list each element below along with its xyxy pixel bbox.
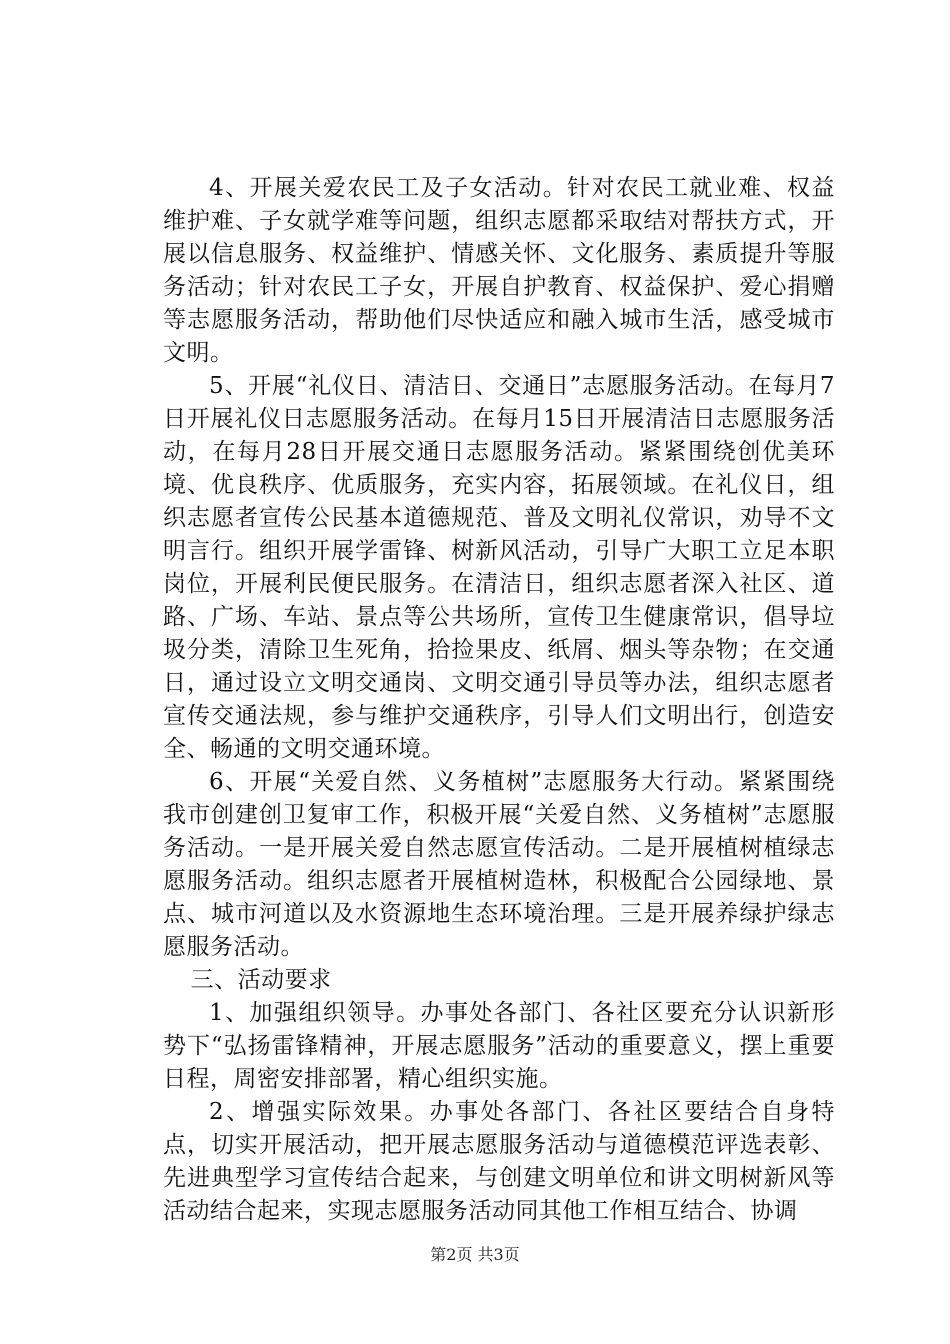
paragraph-requirement-2: 2、增强实际效果。办事处各部门、各社区要结合自身特点，切实开展活动，把开展志愿服务活动与道德模范评选表彰、先进典型学习宣传结合起来，与创建文明单位和讲文明树新风等活动结合起来，实现志愿服务活动同其他工作相互结合、协调 xyxy=(163,1099,835,1224)
paragraph-item-5: 5、开展“礼仪日、清洁日、交通日”志愿服务活动。在每月7日开展礼仪日志愿服务活动。在每月15日开展清洁日志愿服务活动，在每月28日开展交通日志愿服务活动。紧紧围绕创优美环境、优良秩序、优质服务，充实内容，拓展领域。在礼仪日，组织志愿者宣传公民基本道德规范、普及文明礼仪常识，劝导不文明言行。组织开展学雷锋、树新风活动，引导广大职工立足本职岗位，开展利民便民服务。在清洁日，组织志愿者深入社区、道路、广场、车站、景点等公共场所，宣传卫生健康常识，倡导垃圾分类，清除卫生死角，拾捡果皮、纸屑、烟头等杂物；在交通日，通过设立文明交通岗、文明交通引导员等办法，组织志愿者宣传交通法规，参与维护交通秩序，引导人们文明出行，创造安全、畅通的文明交通环境。 xyxy=(163,373,835,762)
paragraph-item-4: 4、开展关爱农民工及子女活动。针对农民工就业难、权益维护难、子女就学难等问题，组织志愿都采取结对帮扶方式，开展以信息服务、权益维护、情感关怀、文化服务、素质提升等服务活动；针对农民工子女，开展自护教育、权益保护、爱心捐赠等志愿服务活动，帮助他们尽快适应和融入城市生活，感受城市文明。 xyxy=(163,175,835,366)
section-heading-requirements: 三、活动要求 xyxy=(190,967,332,993)
paragraph-requirement-1: 1、加强组织领导。办事处各部门、各社区要充分认识新形势下“弘扬雷锋精神，开展志愿服务”活动的重要意义，摆上重要日程，周密安排部署，精心组织实施。 xyxy=(163,1000,835,1092)
page-footer: 第2页 共3页 xyxy=(430,1245,520,1264)
document-body xyxy=(163,172,835,1228)
paragraph-item-6: 6、开展“关爱自然、义务植树”志愿服务大行动。紧紧围绕我市创建创卫复审工作，积极开展“关爱自然、义务植树”志愿服务活动。一是开展关爱自然志愿宣传活动。二是开展植树植绿志愿服务活动。组织志愿者开展植树造林，积极配合公园绿地、景点、城市河道以及水资源地生态环境治理。三是开展养绿护绿志愿服务活动。 xyxy=(163,769,835,960)
